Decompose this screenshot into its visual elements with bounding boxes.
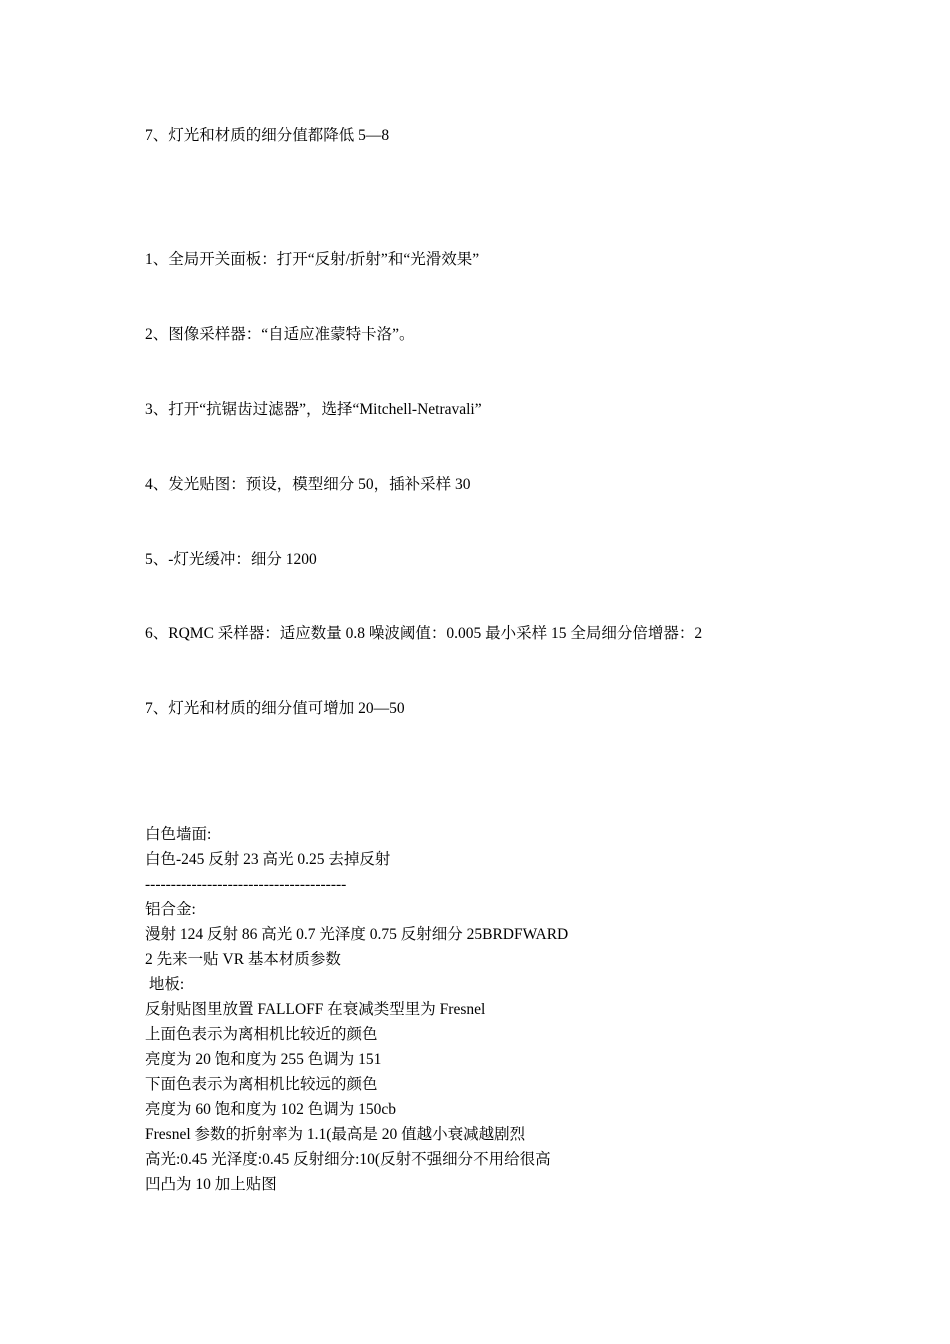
- note-line: 亮度为 60 饱和度为 102 色调为 150cb: [145, 1101, 397, 1118]
- settings-item: 1、全局开关面板：打开“反射/折射”和“光滑效果”: [145, 251, 480, 268]
- settings-item: 4、发光贴图：预设，模型细分 50，插补采样 30: [145, 476, 471, 493]
- settings-item: 6、RQMC 采样器：适应数量 0.8 噪波阈值：0.005 最小采样 15 全局细分倍增器：2: [145, 625, 703, 642]
- note-line: Fresnel 参数的折射率为 1.1(最高是 20 值越小衰减越剧烈: [145, 1126, 526, 1143]
- note-line: 铝合金:: [145, 901, 196, 918]
- material-notes: [145, 822, 568, 1197]
- note-line: 下面色表示为离相机比较远的颜色: [145, 1076, 378, 1093]
- note-line: 亮度为 20 饱和度为 255 色调为 151: [145, 1051, 382, 1068]
- settings-item: 3、打开“抗锯齿过滤器”，选择“Mitchell-Netravali”: [145, 401, 482, 418]
- note-line: 上面色表示为离相机比较近的颜色: [145, 1026, 378, 1043]
- note-line: 凹凸为 10 加上贴图: [145, 1176, 277, 1193]
- note-line: 白色-245 反射 23 高光 0.25 去掉反射: [145, 851, 391, 868]
- note-line: 地板:: [145, 976, 185, 993]
- settings-item: 7、灯光和材质的细分值可增加 20—50: [145, 700, 405, 717]
- note-line: 反射贴图里放置 FALLOFF 在衰减类型里为 Fresnel: [145, 1001, 486, 1018]
- divider-line: ---------------------------------------: [145, 876, 347, 893]
- note-line: 白色墙面:: [145, 826, 212, 843]
- top-note: 7、灯光和材质的细分值都降低 5—8: [145, 127, 390, 144]
- settings-item: 2、图像采样器：“自适应准蒙特卡洛”。: [145, 326, 415, 343]
- settings-item: 5、-灯光缓冲：细分 1200: [145, 551, 317, 568]
- note-line: 高光:0.45 光泽度:0.45 反射细分:10(反射不强细分不用给很高: [145, 1151, 551, 1168]
- note-line: 2 先来一贴 VR 基本材质参数: [145, 951, 341, 968]
- note-line: 漫射 124 反射 86 高光 0.7 光泽度 0.75 反射细分 25BRDFWARD: [145, 926, 569, 943]
